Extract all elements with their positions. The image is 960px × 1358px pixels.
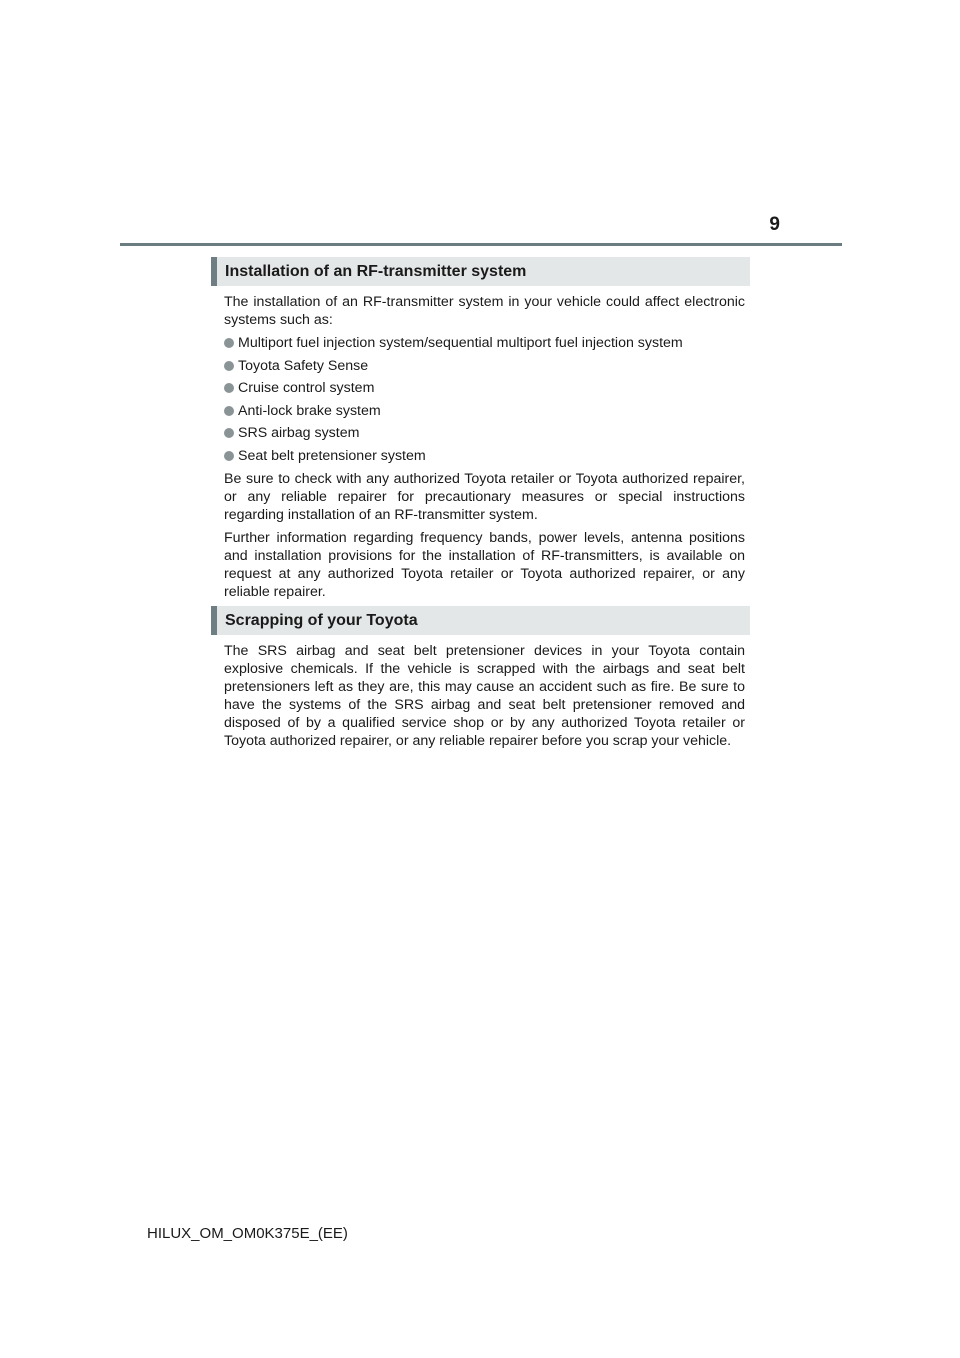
bullet-icon (224, 383, 234, 393)
list-item (224, 357, 745, 375)
list-item-text: Toyota Safety Sense (238, 357, 369, 374)
section-heading-rf-transmitter: Installation of an RF-transmitter system (211, 257, 750, 286)
rf-intro: The installation of an RF-transmitter system in your vehicle could affect electronic systems such as: (224, 294, 745, 328)
bullet-icon (224, 361, 234, 371)
bullet-icon (224, 406, 234, 416)
header-rule (120, 243, 842, 246)
list-item-text: Cruise control system (238, 380, 375, 396)
rf-further-info-paragraph: Further information regarding frequency bands, power levels, antenna positions and installation provisions for the installation of RF-transmitters, is available on request at any authorized Toyota retailer or Toyota authorized repairer, or any reliable repairer. (224, 529, 745, 600)
list-item-text: Anti-lock brake system (238, 402, 381, 419)
affected-systems-list (224, 334, 745, 465)
section-heading-scrapping: Scrapping of your Toyota (211, 606, 750, 635)
list-item (224, 379, 745, 397)
bullet-icon (224, 428, 234, 438)
list-item (224, 334, 745, 352)
section-body-rf-transmitter (224, 293, 745, 606)
rf-precaution-paragraph: Be sure to check with any authorized Toyota retailer or Toyota authorized repairer, or any reliable repairer for precautionary measures or special instructions regarding installation of an RF-transmitter system. (224, 470, 745, 523)
section-body-scrapping (224, 642, 745, 755)
list-item (224, 447, 745, 465)
list-item-text: Multiport fuel injection system/sequential multiport fuel injection system (238, 335, 683, 351)
bullet-icon (224, 451, 234, 461)
list-item-text: Seat belt pretensioner system (238, 447, 426, 464)
list-item (224, 402, 745, 420)
list-item-text: SRS airbag system (238, 425, 360, 441)
scrapping-paragraph: The SRS airbag and seat belt pretensioner devices in your Toyota contain explosive chemicals. If the vehicle is scrapped with the airbags and seat belt pretensioners left as they are, this may cause an accident such as fire. Be sure to have the systems of the SRS airbag and seat belt pretensioner removed and disposed of by a qualified service shop or by any authorized Toyota retailer or Toyota authorized repairer, or any reliable repairer before you scrap your vehicle. (224, 643, 745, 749)
list-item (224, 424, 745, 442)
page-number: 9 (769, 214, 780, 235)
document-code: HILUX_OM_OM0K375E_(EE) (147, 1225, 348, 1242)
bullet-icon (224, 338, 234, 348)
